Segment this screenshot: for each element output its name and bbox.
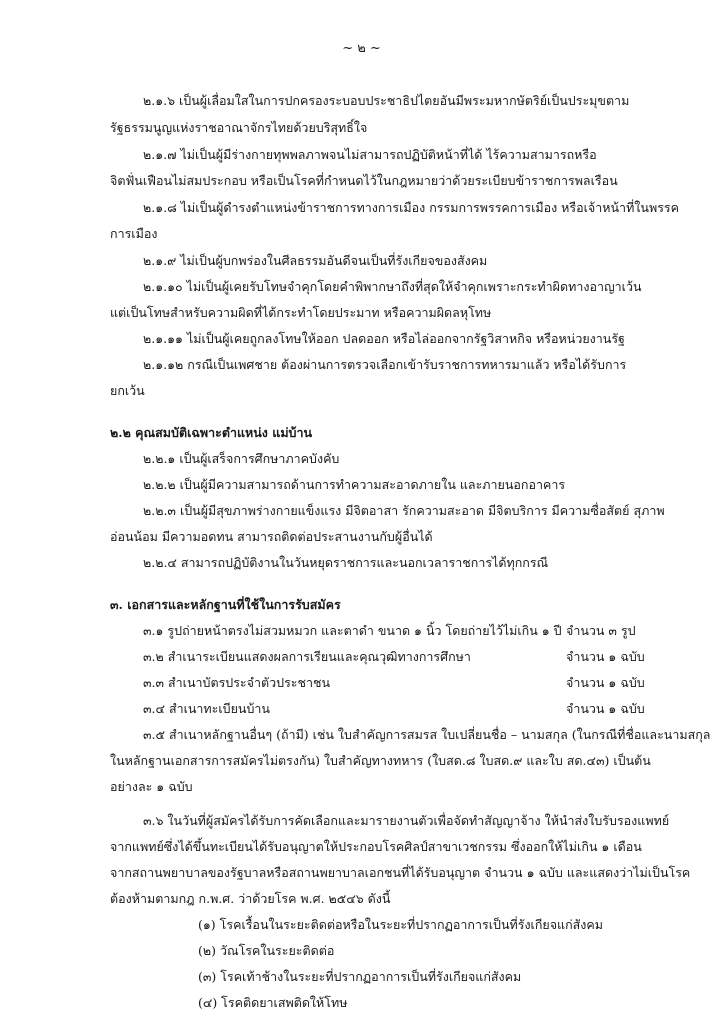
item-3-5-cont-1: ในหลักฐานเอกสารการสมัครไม่ตรงกัน) ใบสำคัญทางทหาร (ใบสด.๘ ใบสด.๙ และใบ สด.๔๓) เป็นต้น xyxy=(110,753,651,768)
item-3-4-quantity: จำนวน ๑ ฉบับ xyxy=(566,701,645,716)
item-3-1-quantity: จำนวน ๓ รูป xyxy=(566,623,636,638)
disease-item-4: (๔) โรคติดยาเสพติดให้โทษ xyxy=(198,995,348,1010)
disease-item-3: (๓) โรคเท้าช้างในระยะที่ปรากฏอาการเป็นที่รังเกียจแก่สังคม xyxy=(198,969,522,984)
page-number: ~ ๒ ~ xyxy=(342,41,381,56)
item-2-1-7: ๒.๑.๗ ไม่เป็นผู้มีร่างกายทุพพลภาพจนไม่สามารถปฏิบัติหน้าที่ได้ ไร้ความสามารถหรือ xyxy=(143,147,597,162)
item-2-1-12-cont: ยกเว้น xyxy=(110,383,145,398)
item-3-6: ๓.๖ ในวันที่ผู้สมัครได้รับการคัดเลือกและมารายงานตัวเพื่อจัดทำสัญญาจ้าง ให้นำส่งใบรับรองแพทย์ xyxy=(143,813,670,828)
item-2-1-6-cont: รัฐธรรมนูญแห่งราชอาณาจักรไทยด้วยบริสุทธิ์ใจ xyxy=(110,120,368,135)
item-2-1-8-cont: การเมือง xyxy=(110,226,158,241)
item-3-1: ๓.๑ รูปถ่ายหน้าตรงไม่สวมหมวก และตาดำ ขนาด ๑ นิ้ว โดยถ่ายไว้ไม่เกิน ๑ ปี xyxy=(143,623,562,638)
item-2-1-12: ๒.๑.๑๒ กรณีเป็นเพศชาย ต้องผ่านการตรวจเลือกเข้ารับราชการทหารมาแล้ว หรือได้รับการ xyxy=(143,357,627,372)
item-3-6-cont-1: จากแพทย์ซึ่งได้ขึ้นทะเบียนได้รับอนุญาตให้ประกอบโรคศิลป์สาขาเวชกรรม ซึ่งออกให้ไม่เกิน ๑ เดือน xyxy=(110,839,642,854)
item-2-1-6: ๒.๑.๖ เป็นผู้เลื่อมใสในการปกครองระบอบประชาธิปไตยอันมีพระมหากษัตริย์เป็นประมุขตาม xyxy=(143,93,630,108)
item-2-2-3-cont: อ่อนน้อม มีความอดทน สามารถติดต่อประสานงานกับผู้อื่นได้ xyxy=(110,529,433,544)
item-3-6-cont-3: ต้องห้ามตามกฎ ก.พ.ศ. ว่าด้วยโรค พ.ศ. ๒๕๔๖ ดังนี้ xyxy=(110,891,391,906)
item-2-2-2: ๒.๒.๒ เป็นผู้มีความสามารถด้านการทำความสะอาดภายใน และภายนอกอาคาร xyxy=(143,477,566,492)
item-3-6-cont-2: จากสถานพยาบาลของรัฐบาลหรือสถานพยาบาลเอกชนที่ได้รับอนุญาต จำนวน ๑ ฉบับ และแสดงว่าไม่เป็นโรค xyxy=(110,865,691,880)
item-2-1-10-cont: แต่เป็นโทษสำหรับความผิดที่ได้กระทำโดยประมาท หรือความผิดลหุโทษ xyxy=(110,305,492,320)
item-2-1-7-cont: จิตฟั่นเฟือนไม่สมประกอบ หรือเป็นโรคที่กำหนดไว้ในกฎหมายว่าด้วยระเบียบข้าราชการพลเรือน xyxy=(110,173,618,188)
section-3-heading: ๓. เอกสารและหลักฐานที่ใช้ในการรับสมัคร xyxy=(110,597,341,612)
item-3-2: ๓.๒ สำเนาระเบียนแสดงผลการเรียนและคุณวุฒิทางการศึกษา xyxy=(143,649,471,664)
item-2-2-1: ๒.๒.๑ เป็นผู้เสร็จการศึกษาภาคบังคับ xyxy=(143,451,340,466)
item-2-1-9: ๒.๑.๙ ไม่เป็นผู้บกพร่องในศีลธรรมอันดีจนเป็นที่รังเกียจของสังคม xyxy=(143,253,488,268)
item-3-3: ๓.๓ สำเนาบัตรประจำตัวประชาชน xyxy=(143,675,331,690)
section-2-2-heading: ๒.๒ คุณสมบัติเฉพาะตำแหน่ง แม่บ้าน xyxy=(110,425,313,440)
item-2-1-8: ๒.๑.๘ ไม่เป็นผู้ดำรงตำแหน่งข้าราชการทางการเมือง กรรมการพรรคการเมือง หรือเจ้าหน้าที่ในพรรค xyxy=(143,200,679,215)
item-2-1-10: ๒.๑.๑๐ ไม่เป็นผู้เคยรับโทษจำคุกโดยคำพิพากษาถึงที่สุดให้จำคุกเพราะกระทำผิดทางอาญาเว้น xyxy=(143,279,642,294)
item-3-5-cont-2: อย่างละ ๑ ฉบับ xyxy=(110,779,193,794)
item-2-2-4: ๒.๒.๔ สามารถปฏิบัติงานในวันหยุดราชการและนอกเวลาราชการได้ทุกกรณี xyxy=(143,555,549,570)
item-3-3-quantity: จำนวน ๑ ฉบับ xyxy=(566,675,645,690)
item-3-2-quantity: จำนวน ๑ ฉบับ xyxy=(566,649,645,664)
item-2-2-3: ๒.๒.๓ เป็นผู้มีสุขภาพร่างกายแข็งแรง มีจิตอาสา รักความสะอาด มีจิตบริการ มีความซื่อสัตย์ สุภาพ xyxy=(143,503,665,518)
item-2-1-11: ๒.๑.๑๑ ไม่เป็นผู้เคยถูกลงโทษให้ออก ปลดออก หรือไล่ออกจากรัฐวิสาหกิจ หรือหน่วยงานรัฐ xyxy=(143,331,625,346)
disease-item-2: (๒) วัณโรคในระยะติดต่อ xyxy=(198,943,335,958)
item-3-5: ๓.๕ สำเนาหลักฐานอื่นๆ (ถ้ามี) เช่น ใบสำคัญการสมรส ใบเปลี่ยนชื่อ – นามสกุล (ในกรณีที่ชื่อและนามสกุล xyxy=(143,727,711,742)
item-3-4: ๓.๔ สำเนาทะเบียนบ้าน xyxy=(143,701,270,716)
disease-item-1: (๑) โรคเรื้อนในระยะติดต่อหรือในระยะที่ปรากฏอาการเป็นที่รังเกียจแก่สังคม xyxy=(198,917,603,932)
